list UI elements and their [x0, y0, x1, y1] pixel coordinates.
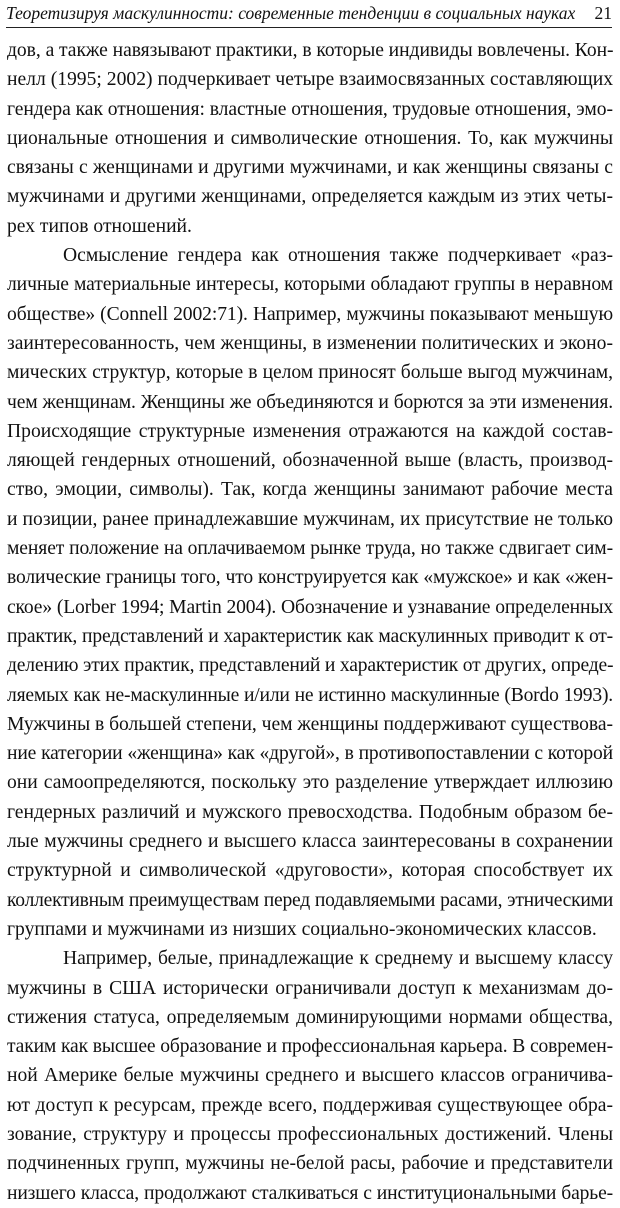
running-header [6, 2, 612, 28]
text-line: структурной и символической «друговости», которая способствует их [7, 860, 613, 882]
text-line: мужчинами и другими женщинами, определяется каждым из этих четы- [7, 186, 613, 208]
text-line: коллективным преимуществам перед подавляемыми расами, этническими [7, 889, 613, 911]
text-line: зование, структуру и процессы профессиональных достижений. Члены [7, 1123, 613, 1145]
text-line: заинтересованность, чем женщины, в изменении политических и эконо- [7, 332, 613, 354]
text-line: они самоопределяются, поскольку это разделение утверждает иллюзию [7, 772, 613, 794]
text-line: гендерных различий и мужского превосходства. Подобным образом бе- [7, 801, 613, 823]
text-line: делению этих практик, представлений и характеристик от других, опреде- [7, 655, 613, 677]
paragraph-start-line: Например, белые, принадлежащие к среднему и высшему классу [63, 948, 613, 970]
text-line: обществе» (Connell 2002:71). Например, мужчины показывают меньшую [7, 303, 613, 325]
text-line: меняет положение на оплачиваемом рынке труда, но также сдвигает сим- [7, 538, 613, 560]
text-line: подчиненных групп, мужчины не-белой расы, рабочие и представители [7, 1153, 613, 1175]
text-line: низшего класса, продолжают сталкиваться с институциональными барье- [7, 1182, 613, 1204]
text-line: личные материальные интересы, которыми обладают группы в неравном [7, 274, 613, 296]
text-line: гендера как отношения: властные отношения, трудовые отношения, эмо- [7, 98, 613, 120]
header-rule [6, 27, 612, 28]
text-line: лые мужчины среднего и высшего класса заинтересованы в сохранении [7, 831, 613, 853]
text-line: нелл (1995; 2002) подчеркивает четыре взаимосвязанных составляющих [7, 69, 613, 91]
text-line: и позиции, ранее принадлежавшие мужчинам, их присутствие не только [7, 508, 613, 530]
text-line: волические границы того, что конструируется как «мужское» и как «жен- [7, 567, 613, 589]
text-line: дов, а также навязывают практики, в которые индивиды вовлечены. Кон- [7, 40, 613, 61]
text-line: таким как высшее образование и профессиональная карьера. В современ- [7, 1036, 613, 1058]
text-line: ское» (Lorber 1994; Martin 2004). Обозначение и узнавание определенных [7, 596, 613, 618]
text-line: ляемых как не-маскулинные и/или не истинно маскулинные (Bordo 1993). [7, 684, 613, 706]
text-line: Мужчины в большей степени, чем женщины поддерживают существова- [7, 713, 613, 735]
text-line: ют доступ к ресурсам, прежде всего, поддерживая существующее обра- [7, 1094, 613, 1116]
text-line: практик, представлений и характеристик как маскулинных приводит к от- [7, 625, 613, 647]
text-line: ство, эмоции, символы). Так, когда женщины занимают рабочие места [7, 479, 613, 501]
text-line: мужчины в США исторически ограничивали доступ к механизмам до- [7, 977, 613, 999]
text-line: группами и мужчинами из низших социально-экономических классов. [7, 918, 597, 940]
running-title: Теоретизируя маскулинности: современные тенденции в социальных науках [6, 3, 576, 23]
text-line: Происходящие структурные изменения отражаются на каждой состав- [7, 420, 613, 442]
text-line: чем женщинам. Женщины же объединяются и борются за эти изменения. [7, 391, 613, 413]
text-line: стижения статуса, определяемым доминирующими нормами общества, [7, 1006, 613, 1028]
text-line: мических структур, которые в целом приносят больше выгод мужчинам, [7, 362, 613, 384]
body-text [7, 36, 613, 1208]
paragraph-start-line: Осмысление гендера как отношения также подчеркивает «раз- [63, 245, 613, 267]
text-line: ляющей гендерных отношений, обозначенной выше (власть, производ- [7, 450, 613, 472]
text-line: ние категории «женщина» как «другой», в противопоставлении с которой [7, 743, 613, 765]
text-line: ной Америке белые мужчины среднего и высшего классов ограничива- [7, 1065, 613, 1087]
text-line: циональные отношения и символические отношения. То, как мужчины [7, 127, 613, 149]
page-number: 21 [594, 3, 612, 23]
text-line: рех типов отношений. [7, 215, 192, 237]
text-line: связаны с женщинами и другими мужчинами, и как женщины связаны с [7, 157, 613, 179]
